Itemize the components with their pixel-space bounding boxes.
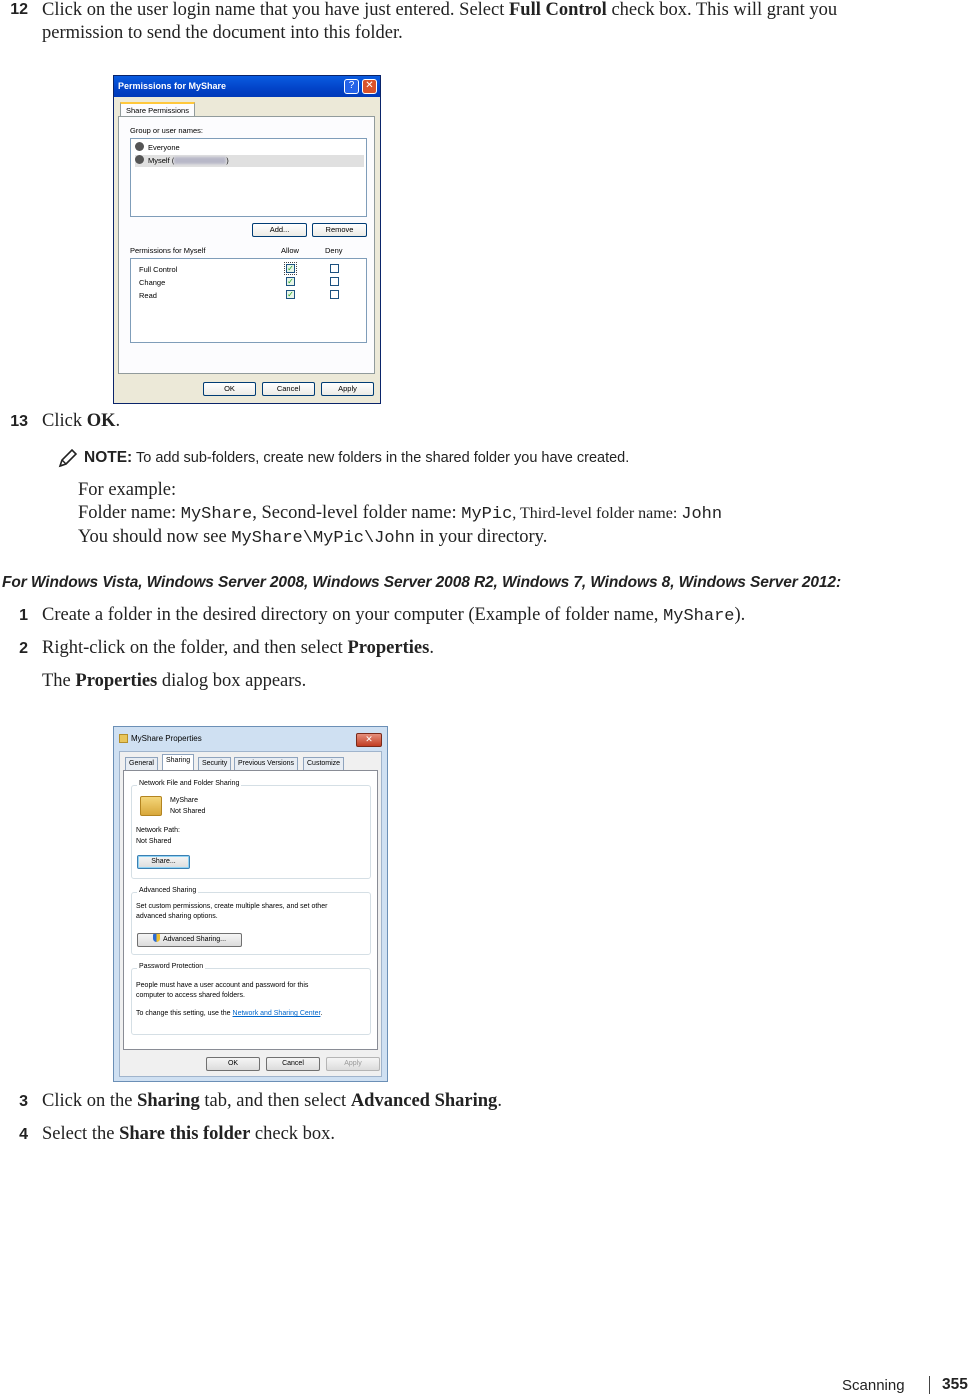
user-list[interactable] (130, 138, 367, 217)
permission-name: Change (139, 278, 166, 287)
list-item-selected[interactable] (135, 155, 364, 167)
allow-header: Allow (281, 246, 299, 255)
step-3-text-b: tab, and then select (199, 1091, 351, 1111)
password-text: People must have a user account and password for this (136, 982, 309, 989)
help-icon[interactable]: ? (344, 79, 359, 94)
folder-name: MyShare (180, 505, 253, 524)
step-number: 2 (19, 640, 28, 657)
see-text-b: in your directory. (414, 527, 548, 547)
folder-icon (119, 734, 128, 743)
network-sharing-center-link[interactable]: Network and Sharing Center (232, 1010, 321, 1017)
step-1-text-b: ). (734, 605, 746, 625)
step-4-text-a: Select the (42, 1124, 120, 1144)
properties-dialog (113, 726, 388, 1082)
step-4-text-b: check box. (250, 1124, 336, 1144)
section-heading: For Windows Vista, Windows Server 2008, Windows Server 2008 R2, Windows 7, Windows 8, Windows Server 2012: (2, 574, 842, 591)
close-icon[interactable]: ✕ (356, 733, 382, 747)
ok-button[interactable]: OK (203, 382, 256, 396)
note-folder-line (78, 502, 722, 526)
group-label: Network File and Folder Sharing (139, 780, 240, 787)
password-text: computer to access shared folders. (136, 992, 245, 999)
permissions-dialog (113, 75, 381, 404)
advanced-text: Set custom permissions, create multiple shares, and set other (136, 903, 328, 910)
group-label: Group or user names: (130, 126, 203, 135)
deny-header: Deny (325, 246, 343, 255)
step-12-text-a: Click on the user login name that you have just entered. Select (42, 0, 509, 20)
step-13-text-a: Click (42, 411, 87, 431)
blurred-username (174, 157, 226, 164)
close-icon[interactable]: ✕ (362, 79, 377, 94)
dialog-title-bar (114, 76, 380, 97)
tab-panel (123, 770, 378, 1050)
deny-change-checkbox[interactable] (330, 277, 339, 286)
tab-panel (118, 116, 375, 374)
tab-customize[interactable]: Customize (303, 757, 344, 770)
user-name: Everyone (148, 143, 180, 152)
step-2-sub-bold: Properties (75, 671, 158, 691)
password-protection-group (131, 963, 371, 1035)
remove-button[interactable]: Remove (312, 223, 367, 237)
footer-section: Scanning (842, 1377, 905, 1394)
deny-read-checkbox[interactable] (330, 290, 339, 299)
tab-previous-versions[interactable]: Previous Versions (234, 757, 298, 770)
add-button[interactable]: Add... (252, 223, 307, 237)
step-3-bold-2: Advanced Sharing (350, 1091, 498, 1111)
allow-full-control-checkbox[interactable]: ✓ (287, 264, 294, 273)
group-label: Advanced Sharing (139, 887, 197, 894)
step-3-text-a: Click on the (42, 1091, 138, 1111)
pencil-icon (57, 447, 79, 469)
folder-icon (140, 796, 162, 816)
second-folder: MyPic (461, 505, 513, 524)
step-12-line2: permission to send the document into this folder. (42, 23, 403, 43)
permissions-label: Permissions for Myself (130, 246, 206, 255)
third-folder: John (681, 505, 723, 524)
step-1-folder: MyShare (663, 607, 735, 626)
step-2-sub-b: dialog box appears. (157, 671, 307, 691)
network-sharing-group (131, 780, 371, 879)
shield-icon (153, 934, 160, 942)
cancel-button[interactable]: Cancel (262, 382, 315, 396)
step-1-text-a: Create a folder in the desired directory on your computer (Example of folder name, (42, 605, 664, 625)
tab-share-permissions[interactable]: Share Permissions (120, 102, 195, 117)
ok-button[interactable]: OK (206, 1057, 260, 1071)
step-2-text-b: . (429, 638, 434, 658)
step-number: 13 (10, 413, 28, 430)
tab-security[interactable]: Security (198, 757, 231, 770)
footer-divider (929, 1376, 930, 1394)
step-2-sub-a: The (42, 671, 76, 691)
note-label: NOTE: (84, 449, 133, 466)
step-2-text (42, 637, 434, 660)
step-13-text (42, 410, 120, 433)
permission-name: Read (139, 291, 157, 300)
user-icon (135, 142, 144, 151)
apply-button[interactable]: Apply (326, 1057, 380, 1071)
permissions-list (130, 258, 367, 343)
note-body: To add sub-folders, create new folders in the shared folder you have created. (132, 450, 630, 466)
group-label: Password Protection (139, 963, 204, 970)
step-13-bold: OK (86, 411, 116, 431)
dialog-body (119, 751, 382, 1077)
advanced-sharing-label: Advanced Sharing... (162, 936, 227, 943)
advanced-sharing-button[interactable] (137, 933, 242, 947)
see-text-a: You should now see (78, 527, 232, 547)
step-4-text (42, 1123, 335, 1146)
password-text-end: . (320, 1010, 323, 1017)
advanced-sharing-group (131, 887, 371, 955)
step-2-bold: Properties (347, 638, 430, 658)
note-text (84, 449, 629, 467)
page-number: 355 (942, 1376, 968, 1393)
user-icon (135, 155, 144, 164)
tab-sharing[interactable]: Sharing (162, 754, 194, 771)
list-item[interactable] (135, 142, 180, 154)
share-button[interactable]: Share... (137, 855, 190, 869)
password-link-line (136, 1009, 322, 1019)
step-number: 12 (10, 1, 28, 18)
folder-label: Folder name: (78, 503, 181, 523)
permission-name: Full Control (139, 265, 178, 274)
deny-full-control-checkbox[interactable] (330, 264, 339, 273)
password-text: To change this setting, use the (136, 1010, 233, 1017)
step-3-text-c: . (497, 1091, 502, 1111)
apply-button[interactable]: Apply (321, 382, 374, 396)
step-12-text-b: check box. This will grant you (606, 0, 838, 20)
note-see-line (78, 526, 547, 550)
allow-read-checkbox[interactable]: ✓ (287, 290, 294, 299)
user-name-suffix: ) (226, 156, 229, 165)
step-2-sub-text (42, 670, 306, 693)
third-label: , Third-level folder name: (512, 505, 682, 522)
second-label: , Second-level folder name: (252, 503, 462, 523)
step-2-text-a: Right-click on the folder, and then select (42, 638, 348, 658)
step-13-text-b: . (115, 411, 121, 431)
step-1-text (42, 604, 745, 628)
step-number: 3 (19, 1093, 28, 1110)
step-number: 1 (19, 607, 28, 624)
dialog-title: Permissions for MyShare (118, 81, 227, 91)
note-example: For example: (78, 480, 177, 500)
step-3-bold-1: Sharing (137, 1091, 200, 1111)
share-name: MyShare (170, 797, 199, 804)
network-path-label: Network Path: (136, 827, 180, 834)
advanced-text: advanced sharing options. (136, 913, 218, 920)
step-4-bold: Share this folder (119, 1124, 251, 1144)
tab-general[interactable]: General (125, 757, 158, 770)
network-path: Not Shared (136, 838, 172, 845)
user-name: Myself ( (148, 156, 175, 165)
step-3-text (42, 1090, 502, 1113)
cancel-button[interactable]: Cancel (266, 1057, 320, 1071)
see-path: MyShare\MyPic\John (231, 529, 415, 548)
dialog-title: MyShare Properties (131, 734, 202, 743)
share-status: Not Shared (170, 808, 206, 815)
step-12-bold: Full Control (509, 0, 607, 20)
step-number: 4 (19, 1126, 28, 1143)
step-12-text (42, 0, 942, 22)
allow-change-checkbox[interactable]: ✓ (287, 277, 294, 286)
